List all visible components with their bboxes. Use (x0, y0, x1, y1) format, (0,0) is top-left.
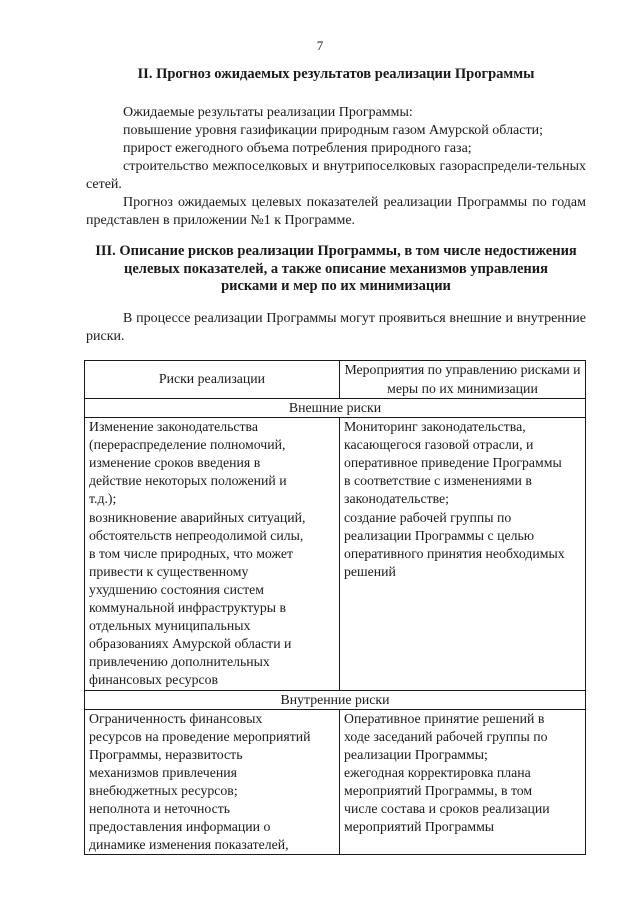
forecast-paragraph: Прогноз ожидаемых целевых показателей реализации Программы по годам представлен в приложении №1 к Программе. (86, 195, 586, 228)
measures-column-header: Мероприятия по управлению рисками и меры по их минимизации (340, 361, 586, 399)
internal-risks-section-row (85, 690, 586, 709)
table-row (85, 709, 586, 855)
table-header-row (85, 361, 586, 399)
table-row (85, 418, 586, 690)
external-risks-label: Внешние риски (85, 399, 586, 418)
internal-measures-text: Оперативное принятие решений в ходе заседаний рабочей группы по реализации Программы; ежегодная корректировка плана мероприятий Программы, в том числе состава и сроков реализации мероприятий Программы (344, 710, 550, 835)
section-3-heading-line-2: целевых показателей, а также описание механизмов управления (124, 260, 548, 277)
external-measures-cell (340, 418, 586, 690)
expected-results-intro: Ожидаемые результаты реализации Программы: (123, 105, 413, 120)
section-3-heading-line-1: III. Описание рисков реализации Программы, в том числе недостижения (95, 243, 577, 259)
internal-risks-text: Ограниченность финансовых ресурсов на проведение мероприятий Программы, неразвитость механизмов привлечения внебюджетных ресурсов; неполнота и неточность предоставления информации о динамике изменения показателей, (89, 710, 311, 853)
internal-measures-cell (340, 709, 586, 855)
risks-intro-paragraph: В процессе реализации Программы могут проявиться внешние и внутренние риски. (86, 311, 586, 344)
internal-risks-label: Внутренние риски (85, 690, 586, 709)
risks-column-header: Риски реализации (85, 361, 340, 399)
internal-risks-cell (85, 709, 340, 855)
page-number: 7 (316, 38, 324, 53)
external-risks-cell (85, 418, 340, 690)
section-2-heading: II. Прогноз ожидаемых результатов реализации Программы (137, 66, 535, 82)
risks-table (84, 360, 586, 855)
expected-result-2: прирост ежегодного объема потребления природного газа; (123, 141, 472, 156)
external-risks-section-row (85, 399, 586, 418)
section-3-heading-line-3: рисками и мер по их минимизации (221, 278, 451, 294)
expected-result-1: повышение уровня газификации природным газом Амурской области; (123, 123, 543, 138)
external-risks-text: Изменение законодательства (перераспределение полномочий, изменение сроков введения в действие некоторых положений и т.д.); возникновение аварийных ситуаций, обстоятельств непреодолимой силы, в том числе природных, что может привести к существенному ухудшению состояния систем коммунальной инфраструктуры в отдельных муниципальных образованиях Амурской области и привлечению дополнительных финансовых ресурсов (89, 419, 306, 688)
section-3-heading (86, 243, 586, 296)
expected-result-3: строительство межпоселковых и внутрипоселковых газораспредели-тельных сетей. (86, 159, 586, 192)
external-measures-text: Мониторинг законодательства, касающегося газовой отрасли, и оперативное приведение Программы в соответствие с изменениями в законодательстве; создание рабочей группы по реализации Программы с целью оперативного принятия необходимых решений (344, 419, 565, 579)
